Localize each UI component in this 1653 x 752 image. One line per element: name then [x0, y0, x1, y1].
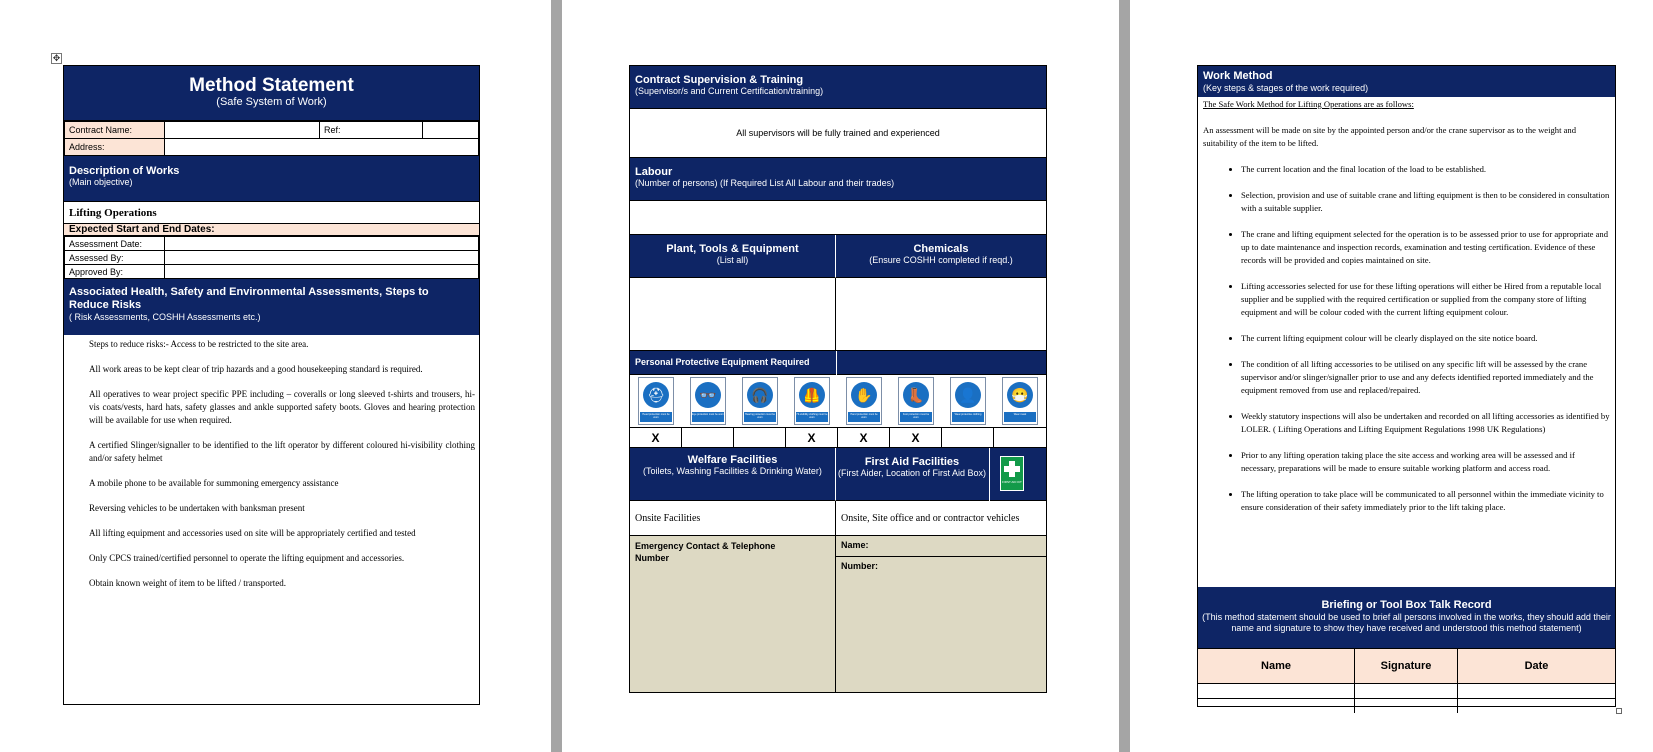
work-method-bullet: • The crane and lifting equipment selected for the operation is to be assessed prior to use for appropriate and up to date maintenance and inspection records, examination and testing certification. Evidence of these records will be provided and copies maintained on site.	[1241, 228, 1610, 267]
welfare-header	[630, 448, 836, 501]
briefing-row-2-name[interactable]	[1198, 699, 1355, 714]
briefing-col-name: Name	[1198, 649, 1355, 684]
emergency-name-label: Name:	[841, 540, 869, 550]
chemicals-field[interactable]	[836, 278, 1046, 351]
hearing-protection-icon	[742, 377, 778, 425]
mask-icon-caption: Wear mask	[1013, 413, 1027, 416]
description-value[interactable]: Lifting Operations	[64, 202, 479, 224]
hand-protection-icon-glyph: ✋	[851, 382, 877, 408]
work-method-intro: An assessment will be made on site by the appointed person and/or the crane supervisor as to the weight and suitability of the item to be lifted.	[1203, 125, 1577, 148]
supervision-title: Contract Supervision & Training	[635, 74, 804, 86]
supervision-header	[630, 66, 1046, 109]
plant-header	[630, 235, 836, 278]
emergency-number-label: Number:	[841, 561, 879, 571]
risk-step: Reversing vehicles to be undertaken with banksman present	[89, 503, 305, 513]
labour-subtitle: (Number of persons) (If Required List All Labour and their trades)	[635, 178, 895, 188]
briefing-header	[1198, 587, 1615, 648]
head-protection-icon-caption: Head protection must be worn	[642, 413, 670, 419]
emergency-contact-cell	[630, 536, 836, 692]
assessment-date-label: Assessment Date:	[65, 237, 165, 251]
welfare-title: Welfare Facilities	[687, 454, 778, 466]
ref-label: Ref:	[320, 122, 423, 139]
firstaid-subtitle: (First Aider, Location of First Aid Box)	[837, 468, 987, 478]
ppe-mark-cell[interactable]	[994, 428, 1046, 448]
chemicals-title: Chemicals	[913, 243, 969, 255]
risk-steps-list	[64, 335, 479, 590]
table-resize-handle[interactable]	[1616, 708, 1622, 714]
hi-vis-clothing-icon	[794, 377, 830, 425]
ppe-mark-cell[interactable]: X	[630, 428, 682, 448]
ppe-mark-cell[interactable]	[942, 428, 994, 448]
ppe-title: Personal Protective Equipment Required	[635, 357, 810, 367]
labour-field[interactable]	[630, 201, 1046, 235]
ppe-icon-row	[630, 375, 1046, 428]
protective-clothing-icon-caption: Wear protective clothing	[954, 413, 982, 416]
eye-protection-icon	[690, 377, 726, 425]
title-banner	[64, 66, 479, 121]
eye-protection-icon-glyph: 👓	[695, 382, 721, 408]
ppe-mark-cell[interactable]	[734, 428, 786, 448]
supervision-value[interactable]: All supervisors will be fully trained and experienced	[630, 109, 1046, 158]
briefing-subtitle: (This method statement should be used to brief all persons involved in the works, they should add their name and signature to show they have received and understood this method statement)	[1202, 612, 1611, 633]
address-label: Address:	[65, 139, 165, 156]
labour-title: Labour	[635, 166, 673, 178]
assessments-header	[64, 279, 479, 335]
plant-title: Plant, Tools & Equipment	[666, 243, 799, 255]
protective-clothing-icon	[950, 377, 986, 425]
firstaid-title: First Aid Facilities	[864, 456, 960, 468]
hand-protection-icon-caption: Hand protection must be worn	[850, 413, 878, 419]
description-subtitle: (Main objective)	[69, 177, 133, 187]
briefing-title: Briefing or Tool Box Talk Record	[1321, 599, 1492, 611]
firstaid-value[interactable]: Onsite, Site office and or contractor vehicles	[836, 501, 1046, 536]
plant-subtitle: (List all)	[716, 255, 749, 265]
table-move-handle[interactable]: ✥	[52, 53, 61, 63]
work-method-body[interactable]	[1198, 97, 1615, 585]
work-method-bullet-list	[1203, 163, 1610, 514]
foot-protection-icon	[898, 377, 934, 425]
ppe-mark-cell[interactable]: X	[890, 428, 942, 448]
labour-header	[630, 158, 1046, 201]
work-method-bullet: • The current location and the final location of the load to be established.	[1241, 163, 1610, 176]
description-title: Description of Works	[69, 165, 180, 177]
contract-name-field[interactable]	[165, 122, 320, 139]
briefing-row-1-name[interactable]	[1198, 684, 1355, 699]
head-protection-icon	[638, 377, 674, 425]
assessed-by-label: Assessed By:	[65, 251, 165, 265]
briefing-col-signature: Signature	[1355, 649, 1458, 684]
assessments-title: Associated Health, Safety and Environmental Assessments, Steps to Reduce Risks	[69, 286, 429, 311]
hi-vis-clothing-icon-caption: Hi-visibility clothing must be worn	[796, 413, 828, 419]
first-aid-sign-label: FIRST AID KIT	[1002, 480, 1022, 484]
assessment-table	[64, 236, 479, 279]
work-method-title: Work Method	[1203, 70, 1273, 82]
foot-protection-icon-glyph: 👢	[903, 382, 929, 408]
briefing-row-1-signature[interactable]	[1355, 684, 1458, 699]
work-method-header	[1198, 66, 1615, 97]
risk-step: All work areas to be kept clear of trip hazards and a good housekeeping standard is required.	[89, 364, 423, 374]
chemicals-header	[836, 235, 1046, 278]
work-method-subtitle: (Key steps & stages of the work required)	[1203, 83, 1369, 93]
emergency-name-cell[interactable]	[836, 536, 1046, 557]
hearing-protection-icon-caption: Hearing protection must be worn	[744, 413, 776, 419]
contract-table	[64, 121, 479, 156]
mask-icon	[1002, 377, 1038, 425]
page-title: Method Statement	[189, 75, 354, 96]
ppe-header	[630, 351, 1046, 375]
mask-icon-glyph: 😷	[1007, 382, 1033, 408]
briefing-row-1-date[interactable]	[1458, 684, 1616, 699]
hi-vis-clothing-icon-glyph: 🦺	[799, 382, 825, 408]
method-statement-page-1	[63, 65, 480, 705]
page-gutter-2	[1119, 0, 1130, 752]
welfare-subtitle: (Toilets, Washing Facilities & Drinking Water)	[643, 466, 822, 476]
work-method-bullet: • Prior to any lifting operation taking place the site access and working area will be assessed and if necessary, preparations will be made to ensure suitable working platform and access road.	[1241, 449, 1610, 475]
chemicals-subtitle: (Ensure COSHH completed if reqd.)	[869, 255, 1013, 265]
risk-step: Obtain known weight of item to be lifted / transported.	[89, 578, 286, 588]
assessed-by-field[interactable]	[165, 251, 479, 265]
hand-protection-icon	[846, 377, 882, 425]
ppe-mark-cell[interactable]: X	[838, 428, 890, 448]
briefing-table	[1198, 648, 1615, 713]
risk-step: All operatives to wear project specific PPE including – coveralls or long sleeved t-shirts and trousers, hi-vis coats/vests, hard hats, safety glasses and ankle supported safety boots. Gloves and hearing protection will be available for use when required.	[89, 389, 475, 425]
hearing-protection-icon-glyph: 🎧	[747, 382, 773, 408]
work-method-bullet: • The current lifting equipment colour will be clearly displayed on the site notice board.	[1241, 332, 1610, 345]
briefing-col-date: Date	[1458, 649, 1616, 684]
work-method-bullet: • Selection, provision and use of suitable crane and lifting equipment is then to be considered in consultation with a suitable supplier.	[1241, 189, 1610, 215]
head-protection-icon-glyph: ⛑	[643, 382, 669, 408]
protective-clothing-icon-glyph: 👤	[955, 382, 981, 408]
work-method-bullet: • Lifting accessories selected for use for these lifting operations will either be Hired from a reputable local supplier and be supplied with the required certification or supplied from the company store of lifting equipment and will be colour coded with the current lifting equipment colour.	[1241, 280, 1610, 319]
ppe-mark-cell[interactable]: X	[786, 428, 838, 448]
risk-step: A mobile phone to be available for summoning emergency assistance	[89, 478, 339, 488]
page-subtitle: (Safe System of Work)	[216, 96, 327, 108]
firstaid-header	[836, 448, 1046, 501]
work-method-intro-heading: The Safe Work Method for Lifting Operations are as follows:	[1203, 99, 1414, 109]
plant-field[interactable]	[630, 278, 836, 351]
ppe-mark-cell[interactable]	[682, 428, 734, 448]
risk-step: A certified Slinger/signaller to be identified to the lift operator by different coloured hi-visibility clothing and/or safety helmet	[89, 440, 475, 463]
approved-by-label: Approved By:	[65, 265, 165, 279]
foot-protection-icon-caption: Foot protection must be worn	[902, 413, 930, 419]
method-statement-page-3	[1197, 65, 1616, 707]
assessments-subtitle: ( Risk Assessments, COSHH Assessments etc.)	[69, 312, 261, 322]
work-method-bullet: • The lifting operation to take place will be communicated to all personnel within the immediate vicinity to ensure consideration of their safety immediately prior to the lift taking place.	[1241, 488, 1610, 514]
contract-name-label: Contract Name:	[65, 122, 165, 139]
approved-by-field[interactable]	[165, 265, 479, 279]
risk-step: All lifting equipment and accessories used on site will be appropriately certified and tested	[89, 528, 416, 538]
briefing-row-2-date[interactable]	[1458, 699, 1616, 714]
assessment-date-field[interactable]	[165, 237, 479, 251]
risk-step: Steps to reduce risks:- Access to be restricted to the site area.	[89, 339, 309, 349]
description-header	[64, 156, 479, 202]
method-statement-page-2	[629, 65, 1047, 693]
address-field[interactable]	[165, 139, 479, 156]
emergency-contact-label: Emergency Contact & Telephone Number	[635, 541, 776, 563]
emergency-number-cell[interactable]	[836, 557, 1046, 692]
risk-step: Only CPCS trained/certified personnel to operate the lifting equipment and accessories.	[89, 553, 405, 563]
work-method-bullet: • Weekly statutory inspections will also be undertaken and recorded on all lifting accessories as identified by LOLER. ( Lifting Operations and Lifting Equipment Regulations 1998 UK Regulations)	[1241, 410, 1610, 436]
first-aid-kit-icon	[1000, 456, 1024, 491]
dates-label: Expected Start and End Dates:	[64, 224, 479, 236]
eye-protection-icon-caption: Eye protection must be worn	[692, 413, 724, 416]
ppe-mark-row	[630, 428, 1046, 448]
page-gutter-1	[551, 0, 562, 752]
ref-field[interactable]	[423, 122, 479, 139]
work-method-bullet: • The condition of all lifting accessories to be utilised on any specific lift will be assessed by the crane supervisor and/or slinger/signaller prior to use and any defects identified reported immediately and the equipment removed from use and replaced/repaired.	[1241, 358, 1610, 397]
briefing-row-2-signature[interactable]	[1355, 699, 1458, 714]
supervision-subtitle: (Supervisor/s and Current Certification/training)	[635, 86, 824, 96]
welfare-value[interactable]: Onsite Facilities	[630, 501, 836, 536]
